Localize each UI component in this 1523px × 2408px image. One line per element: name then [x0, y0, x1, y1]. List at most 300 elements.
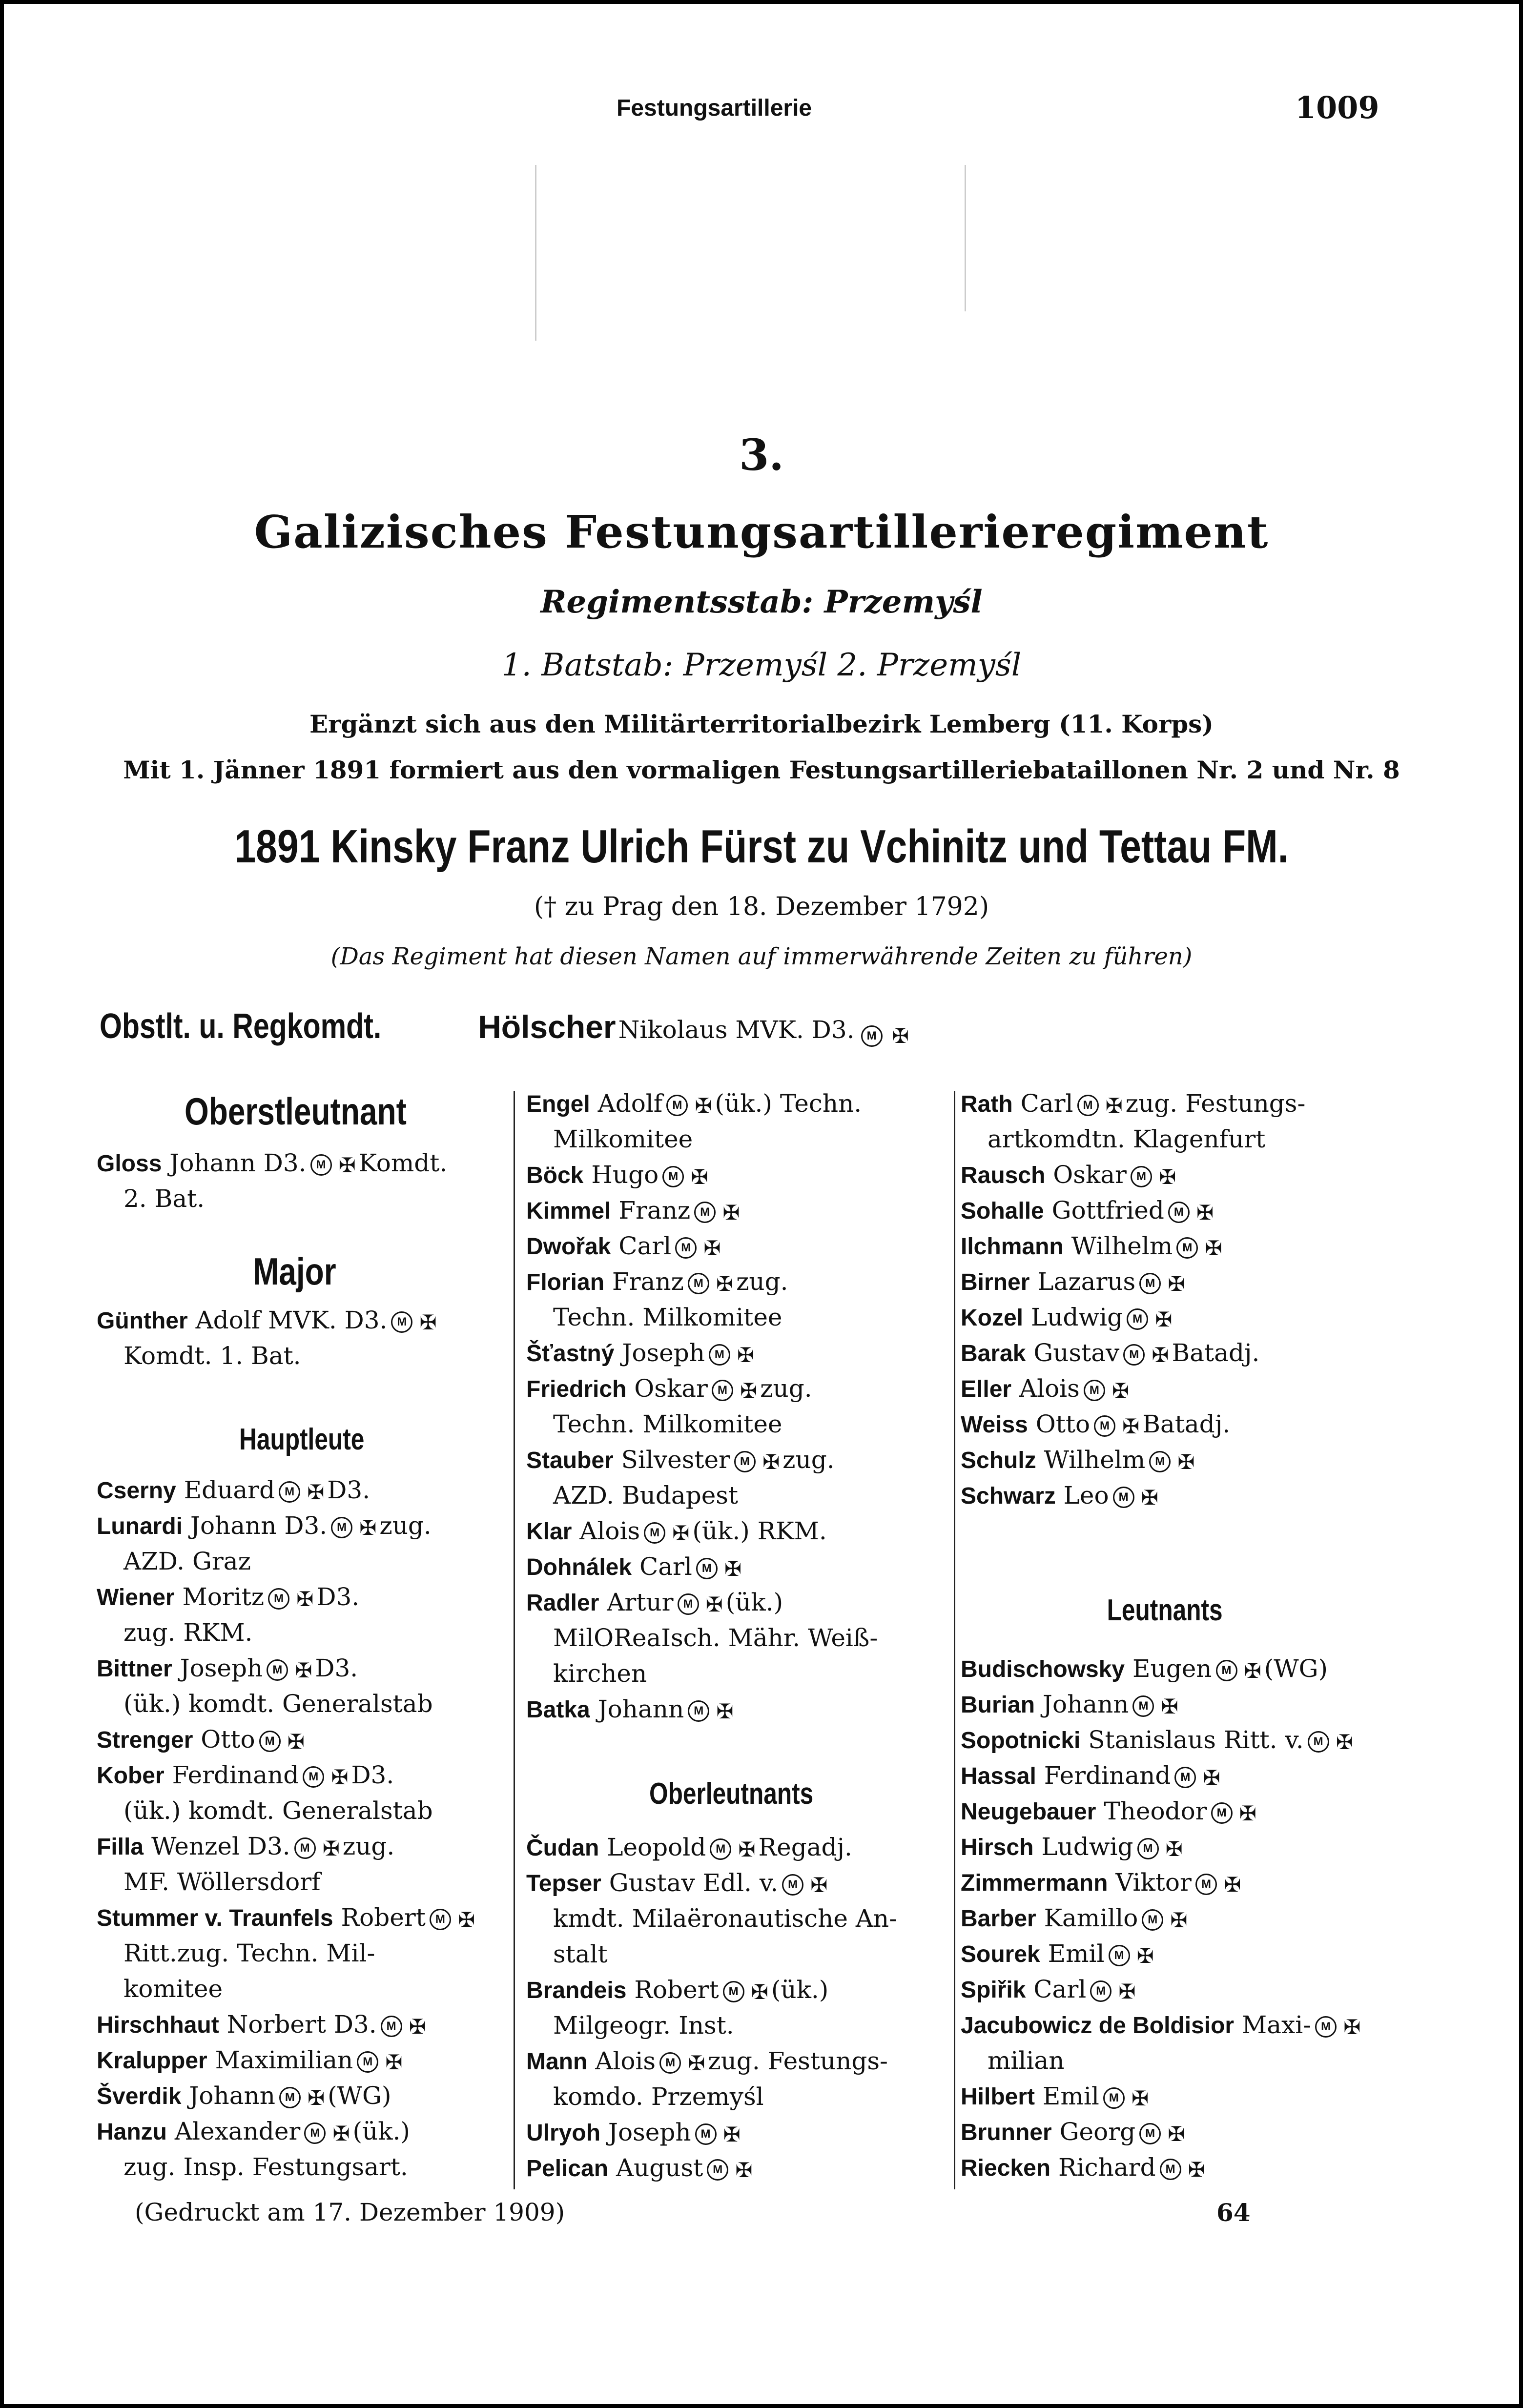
officer-surname: Mann: [526, 2049, 588, 2075]
officer-details: Adolf MVK. D3.: [195, 1306, 388, 1334]
entry-continuation: [97, 1975, 223, 2003]
medal-icon: M: [1123, 1344, 1145, 1366]
roster-entry: [526, 1695, 736, 1723]
continuation-text: komitee: [123, 1975, 223, 2003]
entry-note: zug.: [782, 1446, 835, 1474]
officer-details: Oskar: [1053, 1161, 1127, 1189]
medal-icon: M: [357, 2051, 378, 2073]
officer-details: August: [616, 2154, 703, 2182]
officer-surname: Kralupper: [97, 2048, 207, 2074]
cross-icon: ✠: [1239, 1801, 1256, 1825]
entry-note: (ük.) Techn.: [715, 1089, 862, 1118]
entry-note: Regadj.: [758, 1833, 852, 1861]
roster-entry: [97, 2010, 429, 2039]
cross-icon: ✠: [1136, 1943, 1154, 1968]
continuation-text: (ük.) komdt. Generalstab: [123, 1690, 433, 1718]
officer-details: Ferdinand: [1044, 1761, 1171, 1790]
bleed-line: [965, 165, 966, 311]
cross-icon: ✠: [296, 1587, 314, 1611]
cross-icon: ✠: [338, 1153, 356, 1177]
cross-icon: ✠: [1122, 1414, 1140, 1438]
officer-surname: Stauber: [526, 1448, 614, 1473]
signature-number: 64: [1216, 2198, 1251, 2227]
officer-surname: Klar: [526, 1519, 572, 1545]
officer-details: Alois: [1019, 1374, 1080, 1403]
officer-details: Theodor: [1104, 1797, 1207, 1825]
officer-details: Alois: [595, 2047, 656, 2075]
cross-icon: ✠: [703, 1236, 721, 1260]
medal-icon: M: [734, 1451, 756, 1472]
entry-note: zug. Festungs-: [708, 2047, 888, 2075]
officer-surname: Rausch: [961, 1163, 1046, 1188]
roster-entry: [961, 1196, 1216, 1224]
medal-icon: M: [710, 1838, 731, 1860]
roster-entry: [526, 2154, 755, 2182]
medal-icon: M: [1176, 1237, 1198, 1259]
officer-surname: Filla: [97, 1834, 144, 1860]
roster-entry: [97, 1761, 394, 1789]
officer-surname: Šverdik: [97, 2083, 182, 2109]
cross-icon: ✠: [331, 1765, 349, 1789]
officer-surname: Zimmermann: [961, 1870, 1108, 1896]
officer-surname: Hanzu: [97, 2119, 167, 2145]
medal-icon: M: [331, 1517, 352, 1538]
roster-entry: [961, 1975, 1138, 2003]
medal-icon: M: [1094, 1415, 1115, 1437]
roster-entry: [961, 1410, 1230, 1438]
officer-surname: Strenger: [97, 1727, 193, 1753]
roster-entry: [97, 2081, 391, 2110]
continuation-text: milian: [988, 2046, 1065, 2075]
entry-note: zug.: [379, 1511, 432, 1540]
roster-entry: [961, 1161, 1179, 1189]
roster-entry: [526, 2118, 743, 2146]
roster-entry: [526, 1374, 812, 1403]
roster-entry: [97, 1654, 358, 1682]
officer-details: Maximilian: [215, 2046, 353, 2074]
officer-details: Carl: [1033, 1975, 1087, 2003]
officer-surname: Barber: [961, 1906, 1036, 1932]
entry-note: (ük.): [725, 1588, 783, 1616]
officer-surname: Wiener: [97, 1585, 175, 1611]
cross-icon: ✠: [1158, 1164, 1176, 1189]
officer-surname: Böck: [526, 1163, 584, 1188]
officer-surname: Sopotnicki: [961, 1728, 1081, 1754]
continuation-text: artkomdtn. Klagenfurt: [988, 1125, 1266, 1153]
medal-icon: M: [304, 2122, 326, 2144]
recruitment-line: Ergänzt sich aus den Militärterritorialbezirk Lemberg (11. Korps): [309, 710, 1214, 738]
roster-entry: [97, 2046, 405, 2074]
entry-note: Komdt.: [358, 1149, 448, 1177]
cross-icon: ✠: [1343, 2015, 1361, 2039]
commander-line: [100, 1006, 912, 1048]
section-heading: Hauptleute: [239, 1423, 365, 1456]
roster-entry: [97, 1583, 359, 1611]
cross-icon: ✠: [688, 2051, 705, 2075]
medal-icon: M: [303, 1766, 324, 1788]
continuation-text: 2. Bat.: [123, 1184, 205, 1213]
officer-surname: Weiss: [961, 1412, 1028, 1438]
section-heading: Leutnants: [1107, 1593, 1223, 1627]
officer-details: Richard: [1058, 2153, 1156, 2182]
bleed-line: [535, 165, 536, 341]
officer-details: Robert: [341, 1903, 426, 1932]
cross-icon: ✠: [1152, 1343, 1169, 1367]
running-title: Festungsartillerie: [617, 95, 812, 121]
roster-entry: [97, 1903, 478, 1932]
cross-icon: ✠: [738, 1837, 756, 1861]
medal-icon: M: [381, 2016, 402, 2037]
roster-entry: [97, 2117, 410, 2145]
officer-details: Robert: [634, 1976, 719, 2004]
cross-icon: ✠: [695, 1093, 712, 1118]
cross-icon: ✠: [1177, 1449, 1195, 1474]
roster-entry: [961, 1339, 1259, 1367]
officer-surname: Dwořak: [526, 1234, 611, 1260]
entry-note: zug. Festungs-: [1125, 1089, 1306, 1118]
entry-note: zug.: [760, 1374, 812, 1403]
officer-details: Gustav: [1033, 1339, 1120, 1367]
officer-surname: Sohalle: [961, 1198, 1044, 1224]
officer-details: Gustav Edl. v.: [609, 1869, 779, 1897]
medal-icon: M: [1308, 1731, 1329, 1753]
officer-surname: Lunardi: [97, 1513, 183, 1539]
officer-surname: Spiřik: [961, 1977, 1026, 2003]
medal-icon: M: [1211, 1802, 1233, 1824]
officer-surname: Brunner: [961, 2120, 1052, 2145]
regiment-title: Galizisches Festungsartillerieregiment: [254, 506, 1269, 558]
entry-continuation: [97, 1547, 251, 1575]
cross-icon: ✠: [810, 1873, 828, 1897]
continuation-text: AZD. Graz: [123, 1547, 251, 1575]
officer-details: Silvester: [621, 1446, 730, 1474]
cross-icon: ✠: [723, 2122, 741, 2146]
medal-icon: M: [695, 2123, 717, 2145]
officer-surname: Jacubowicz de Boldisior: [961, 2013, 1235, 2039]
roster-entry: [526, 1588, 783, 1616]
medal-icon: M: [1113, 1487, 1134, 1508]
roster-entry: [961, 2082, 1152, 2110]
roster-entry: [961, 1797, 1259, 1825]
officer-details: Leo: [1063, 1481, 1109, 1510]
medal-icon: M: [644, 1522, 665, 1544]
roster-entry: [97, 1511, 432, 1540]
cross-icon: ✠: [1336, 1730, 1353, 1754]
officer-details: Carl: [618, 1232, 672, 1260]
formation-line: Mit 1. Jänner 1891 formiert aus den vormaligen Festungsartilleriebataillonen Nr. 2 und Nr. 8: [123, 755, 1400, 784]
officer-surname: Rath: [961, 1091, 1013, 1117]
officer-surname: Florian: [526, 1269, 605, 1295]
cross-icon: ✠: [1105, 1093, 1123, 1118]
officer-details: Johann D3.: [190, 1511, 328, 1540]
cross-icon: ✠: [751, 1979, 768, 2004]
roster-entry: [97, 1149, 447, 1177]
officer-details: Ferdinand: [172, 1761, 299, 1789]
entry-note: (ük.): [771, 1976, 829, 2004]
cross-icon: ✠: [457, 1907, 475, 1932]
medal-icon: M: [1149, 1451, 1171, 1472]
cross-icon: ✠: [716, 1699, 734, 1723]
officer-details: Franz: [618, 1196, 691, 1224]
proprietor-death: († zu Prag den 18. Dezember 1792): [534, 892, 989, 921]
page-number: 1009: [1295, 90, 1379, 125]
officer-surname: Friedrich: [526, 1376, 627, 1402]
roster-entry: [961, 2011, 1363, 2039]
medal-icon: M: [723, 1981, 744, 2002]
medal-icon: M: [1131, 1166, 1152, 1187]
officer-surname: Pelican: [526, 2156, 609, 2182]
officer-details: Joseph: [180, 1654, 263, 1682]
cross-icon: ✠: [307, 2085, 325, 2110]
officer-details: Hugo: [591, 1161, 659, 1189]
entry-note: D3.: [315, 1654, 358, 1682]
officer-surname: Stummer v. Traunfels: [97, 1905, 333, 1931]
entry-continuation: [97, 1690, 433, 1718]
cross-icon: ✠: [1111, 1378, 1130, 1403]
officer-details: Lazarus: [1037, 1267, 1136, 1296]
cross-icon: ✠: [740, 1378, 758, 1403]
continuation-text: AZD. Budapest: [553, 1481, 739, 1510]
cross-icon: ✠: [762, 1449, 780, 1474]
entry-continuation: [97, 1342, 301, 1370]
roster-entry: [961, 1726, 1356, 1754]
medal-icon: M: [391, 1311, 412, 1333]
officer-details: Ludwig: [1041, 1833, 1133, 1861]
roster-entry: [961, 2153, 1208, 2182]
roster-entry: [961, 1868, 1244, 1897]
officer-details: Johann: [597, 1695, 684, 1723]
officer-surname: Ulryoh: [526, 2120, 601, 2146]
entry-continuation: [97, 1796, 433, 1825]
roster-entry: [526, 1446, 835, 1474]
continuation-text: (ük.) komdt. Generalstab: [123, 1796, 433, 1825]
continuation-text: zug. RKM.: [123, 1618, 253, 1647]
regiment-note: (Das Regiment hat diesen Namen auf immerwährende Zeiten zu führen): [330, 943, 1193, 970]
cross-icon: ✠: [332, 2121, 350, 2145]
entry-continuation: [526, 1624, 878, 1652]
officer-details: Oskar: [634, 1374, 708, 1403]
entry-continuation: [97, 1868, 321, 1896]
officer-details: Viktor: [1115, 1868, 1192, 1897]
roster-entry: [961, 1374, 1132, 1403]
medal-icon: M: [1139, 1273, 1161, 1294]
officer-details: Kamillo: [1044, 1904, 1138, 1932]
medal-icon: M: [1216, 1660, 1237, 1681]
officer-details: Eugen: [1132, 1654, 1212, 1683]
entry-continuation: [526, 1410, 782, 1438]
medal-icon: M: [268, 1588, 289, 1610]
medal-icon: M: [1103, 2087, 1125, 2109]
medal-icon: M: [1109, 1945, 1130, 1966]
entry-note: zug.: [342, 1832, 395, 1860]
officer-details: Artur: [607, 1588, 674, 1616]
medal-icon: M: [709, 1344, 730, 1366]
entry-note: Batadj.: [1172, 1339, 1260, 1367]
continuation-text: kmdt. Milaëronautische An-: [553, 1904, 898, 1933]
officer-details: Joseph: [608, 2118, 691, 2146]
roster-entry: [961, 1481, 1161, 1510]
officer-details: Leopold: [607, 1833, 706, 1861]
roster-entry: [526, 1869, 830, 1897]
officer-surname: Kozel: [961, 1305, 1024, 1331]
medal-icon: M: [1168, 1202, 1190, 1223]
roster-entry: [97, 1306, 440, 1334]
continuation-text: Komdt. 1. Bat.: [123, 1342, 301, 1370]
cross-icon: ✠: [705, 1592, 723, 1616]
officer-details: Emil: [1048, 1939, 1105, 1968]
entry-continuation: [97, 2153, 408, 2181]
medal-icon: M: [696, 1558, 718, 1579]
officer-surname: Engel: [526, 1091, 590, 1117]
officer-details: Wilhelm: [1044, 1446, 1146, 1474]
roster-entry: [961, 1761, 1223, 1790]
entry-continuation: [526, 1940, 608, 1968]
officer-surname: Hassal: [961, 1763, 1036, 1789]
cross-icon: ✠: [1205, 1236, 1222, 1260]
medal-icon: M: [267, 1659, 288, 1681]
medal-icon: M: [1315, 2016, 1337, 2038]
roster-entry: [961, 1654, 1328, 1683]
battalion-staff: 1. Batstab: Przemyśl 2. Przemyśl: [501, 647, 1022, 683]
officer-details: Alexander: [174, 2117, 301, 2145]
entry-note: Batadj.: [1142, 1410, 1231, 1438]
continuation-text: Ritt.: [123, 1939, 177, 1967]
medal-icon: M: [688, 1273, 709, 1294]
column-divider-left: [514, 1091, 515, 2189]
print-date: (Gedruckt am 17. Dezember 1909): [135, 2198, 565, 2226]
roster-entry: [961, 1833, 1186, 1861]
entry-continuation: [526, 2082, 764, 2111]
officer-surname: Sourek: [961, 1941, 1040, 1967]
medal-icon: M: [310, 1154, 332, 1176]
officer-details: Gottfried: [1051, 1196, 1164, 1224]
section-heading: Oberstleutnant: [185, 1090, 407, 1133]
medal-icon: M: [259, 1731, 281, 1752]
entry-note: zug. Techn. Mil-: [177, 1939, 375, 1967]
continuation-text: Techn. Milkomitee: [553, 1410, 782, 1438]
cross-icon: ✠: [1203, 1765, 1220, 1790]
cross-icon: ✠: [1165, 1837, 1183, 1861]
regiment-number: 3.: [739, 429, 784, 480]
column-divider-right: [954, 1091, 955, 2189]
cross-icon: ✠: [1131, 2086, 1149, 2110]
continuation-text: MF. Wöllersdorf: [123, 1868, 321, 1896]
officer-surname: Burian: [961, 1692, 1035, 1718]
entry-note: D3.: [316, 1583, 360, 1611]
roster-entry: [526, 1517, 827, 1545]
medal-icon: M: [659, 2052, 681, 2074]
officer-details: Johann: [189, 2081, 275, 2110]
commander-rank: Obstlt. u. Regkomdt.: [100, 1007, 382, 1046]
officer-details: Ludwig: [1030, 1303, 1123, 1331]
cross-icon: ✠: [409, 2014, 426, 2039]
continuation-text: kirchen: [553, 1659, 647, 1688]
officer-details: Johann D3.: [169, 1149, 307, 1177]
entry-continuation: [961, 2046, 1064, 2075]
medal-icon: M: [666, 1095, 688, 1116]
cross-icon: ✠: [307, 1480, 325, 1504]
officer-details: Wenzel D3.: [151, 1832, 290, 1860]
officer-surname: Budischowsky: [961, 1656, 1125, 1682]
regiment-proprietor: 1891 Kinsky Franz Ulrich Fürst zu Vchinitz und Tettau FM.: [234, 820, 1289, 873]
continuation-text: komdo. Przemyśl: [553, 2082, 764, 2111]
officer-details: Johann: [1042, 1690, 1129, 1718]
entry-note: (WG): [1264, 1654, 1328, 1683]
roster-entry: [526, 1196, 742, 1224]
medal-icon: M: [1084, 1380, 1105, 1401]
officer-surname: Hirsch: [961, 1835, 1034, 1860]
cross-icon: ✠: [1188, 2157, 1205, 2182]
medal-icon: M: [279, 1481, 300, 1503]
entry-continuation: [961, 1125, 1265, 1153]
officer-surname: Tepser: [526, 1871, 601, 1897]
entry-continuation: [526, 1125, 693, 1153]
roster-entry: [526, 2047, 888, 2075]
entry-note: D3.: [351, 1761, 394, 1789]
cross-icon: ✠: [891, 1024, 909, 1048]
officer-details: Georg: [1059, 2118, 1136, 2146]
officer-surname: Birner: [961, 1269, 1030, 1295]
cross-icon: ✠: [1244, 1658, 1261, 1683]
cross-icon: ✠: [287, 1729, 305, 1754]
officer-surname: Schulz: [961, 1448, 1036, 1473]
entry-continuation: [526, 2011, 734, 2040]
medal-icon: M: [782, 1874, 803, 1896]
cross-icon: ✠: [724, 1556, 742, 1581]
cross-icon: ✠: [735, 2158, 753, 2182]
officer-details: Eduard: [184, 1476, 275, 1504]
medal-icon: M: [1139, 2123, 1161, 2144]
medal-icon: M: [662, 1166, 684, 1187]
cross-icon: ✠: [385, 2050, 403, 2074]
roster-entry: [526, 1232, 723, 1260]
section-heading: Oberleutnants: [649, 1777, 814, 1811]
officer-details: Maxi-: [1242, 2011, 1312, 2039]
entry-note: D3.: [327, 1476, 370, 1504]
roster-entry: [961, 1446, 1198, 1474]
officer-surname: Čudan: [526, 1835, 599, 1861]
entry-continuation: [526, 1904, 897, 1933]
entry-continuation: [526, 1659, 647, 1688]
entry-continuation: [526, 1303, 782, 1331]
medal-icon: M: [688, 1700, 709, 1722]
roster-entry: [961, 1690, 1181, 1718]
officer-surname: Günther: [97, 1308, 188, 1334]
officer-surname: Neugebauer: [961, 1799, 1096, 1825]
cross-icon: ✠: [672, 1521, 690, 1545]
roster-entry: [961, 1089, 1305, 1118]
cross-icon: ✠: [1141, 1485, 1158, 1510]
roster-entry: [97, 1476, 370, 1504]
officer-details: Otto: [201, 1725, 255, 1754]
officer-details: Moritz: [182, 1583, 265, 1611]
roster-entry: [526, 1976, 828, 2004]
officer-details: Alois: [579, 1517, 640, 1545]
entry-continuation: [97, 1939, 375, 1967]
medal-icon: M: [707, 2159, 728, 2181]
medal-icon: M: [1090, 1980, 1111, 2002]
cross-icon: ✠: [295, 1658, 312, 1682]
entry-note: (WG): [328, 2081, 391, 2110]
officer-details: Joseph: [622, 1339, 705, 1367]
roster-entry: [97, 1725, 308, 1754]
cross-icon: ✠: [722, 1200, 740, 1224]
medal-icon: M: [712, 1380, 733, 1401]
officer-surname: Cserny: [97, 1478, 176, 1504]
medal-icon: M: [1137, 1838, 1159, 1859]
continuation-text: MilOReaIsch. Mähr. Weiß-: [553, 1624, 878, 1652]
cross-icon: ✠: [1223, 1872, 1241, 1897]
